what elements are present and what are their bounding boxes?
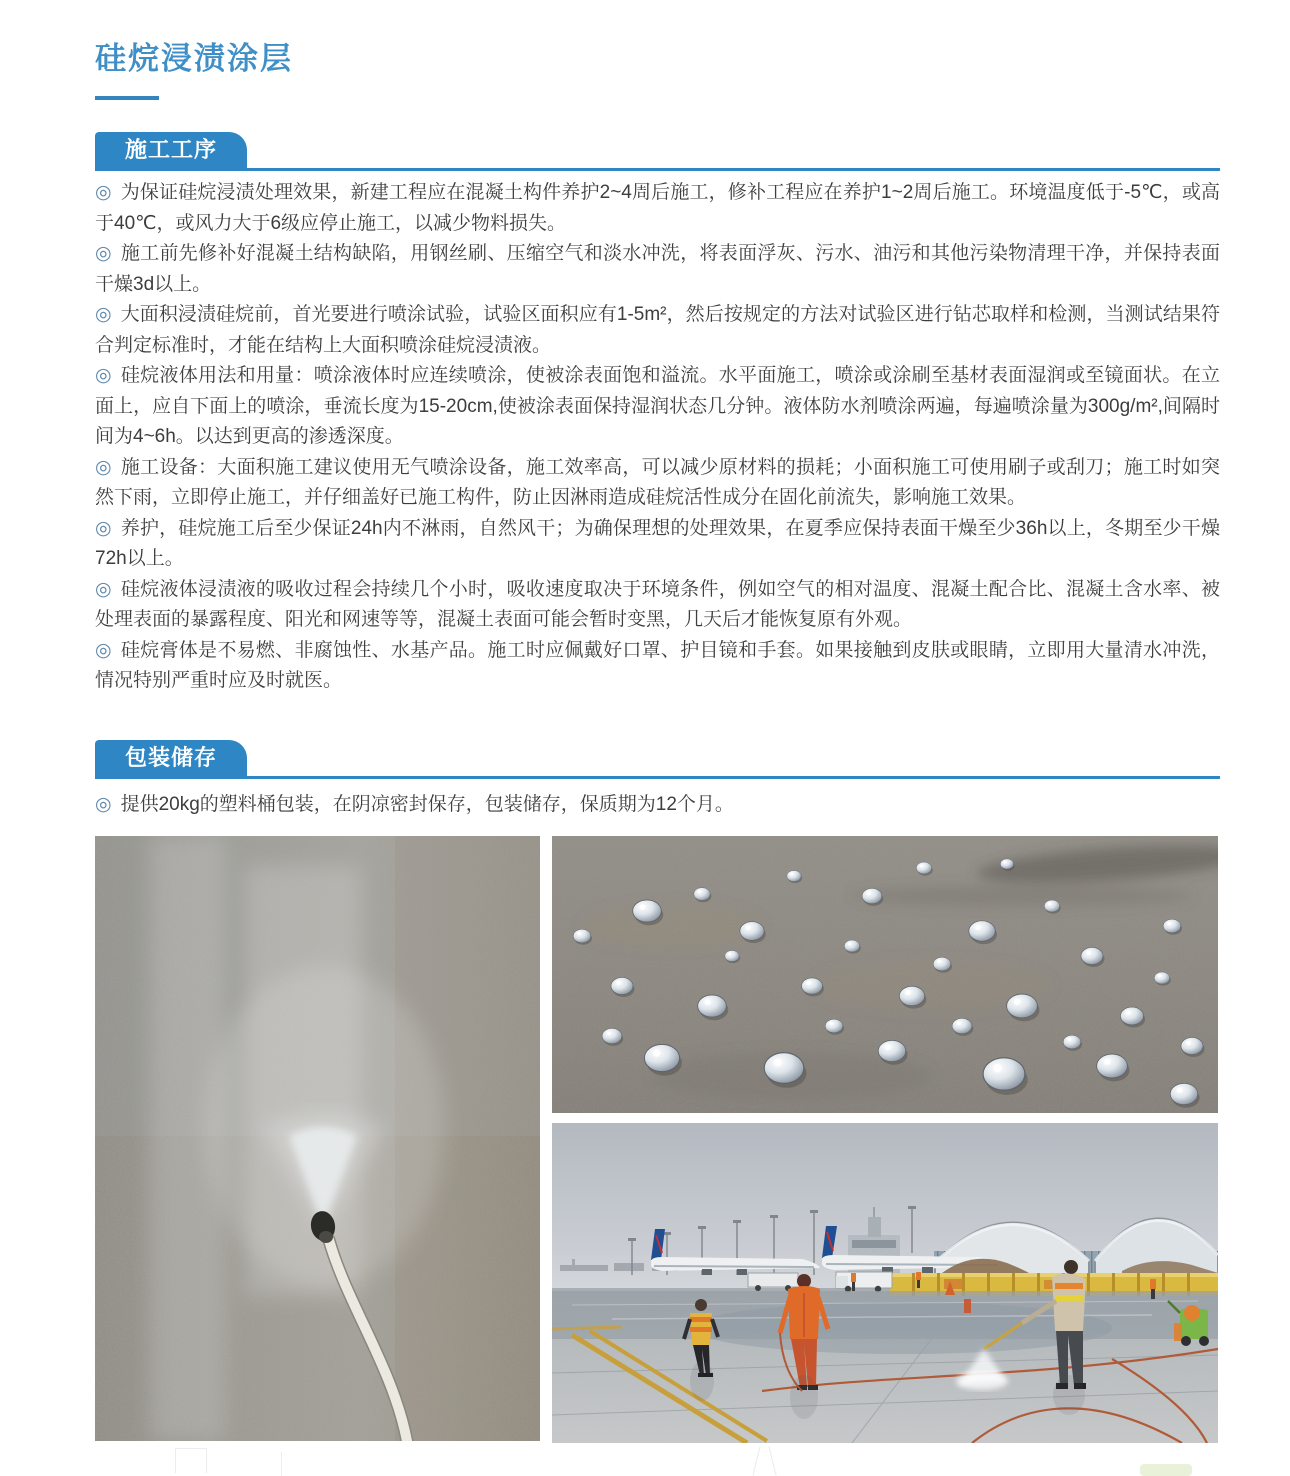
section-divider-line: [95, 776, 1220, 779]
bullet-text: 施工前先修补好混凝土结构缺陷，用钢丝刷、压缩空气和淡水冲洗，将表面浮灰、污水、油污和其他污染物清理干净，并保持表面干燥3d以上。: [95, 243, 1220, 295]
title-underline: [95, 96, 159, 100]
bullet-text: 大面积浸渍硅烷前，首光要进行喷涂试验，试验区面积应有1-5m²，然后按规定的方法对试验区进行钻芯取样和检测，当测试结果符合判定标准时，才能在结构上大面积喷涂硅烷浸渍液。: [95, 304, 1220, 356]
packaging-storage-bullet-list: [95, 790, 1220, 826]
page-title: 硅烷浸渍涂层: [95, 40, 293, 76]
bullet-icon: ◎: [95, 243, 112, 264]
section-divider-line: [95, 168, 1220, 171]
bullet-icon: ◎: [95, 794, 112, 815]
bullet-item: [95, 300, 1220, 361]
bullet-icon: ◎: [95, 639, 112, 661]
bullet-text: 硅烷液体浸渍液的吸收过程会持续几个小时，吸收速度取决于环境条件，例如空气的相对温度、混凝土配合比、混凝土含水率、被处理表面的暴露程度、阳光和网速等等，混凝土表面可能会暂时变黑，几天后才能恢复原有外观。: [95, 578, 1220, 630]
bullet-icon: ◎: [95, 365, 112, 386]
cutoff-artifact: [175, 1448, 207, 1473]
bullet-text: 养护，硅烷施工后至少保证24h内不淋雨，自然风干；为确保理想的处理效果，在夏季应保持表面干燥至少36h以上，冬期至少干燥72h以上。: [95, 517, 1220, 569]
bullet-text: 为保证硅烷浸渍处理效果，新建工程应在混凝土构件养护2~4周后施工，修补工程应在养护1~2周后施工。环境温度低于-5℃，或高于40℃，或风力大于6级应停止施工，以减少物料损失。: [95, 182, 1220, 234]
bullet-item: [95, 178, 1220, 239]
bullet-icon: ◎: [95, 304, 112, 325]
cutoff-artifact: [752, 1446, 778, 1476]
bullet-icon: ◎: [95, 456, 112, 478]
bullet-item: [95, 239, 1220, 300]
bullet-item: [95, 575, 1220, 636]
concrete-wall-silane-spraying-photo: [95, 836, 540, 1441]
bullet-item: [95, 636, 1220, 697]
section-tab-packaging-storage: 包装储存: [95, 740, 247, 776]
section-tab-construction-process: 施工工序: [95, 132, 247, 168]
bullet-icon: ◎: [95, 182, 112, 203]
bullet-item: [95, 790, 1220, 821]
bullet-text: 施工设备：大面积施工建议使用无气喷涂设备，施工效率高，可以减少原材料的损耗；小面积施工可使用刷子或刮刀；施工时如突然下雨，立即停止施工，并仔细盖好已施工构件，防止因淋雨造成硅烷活性成分在固化前流失，影响施工效果。: [95, 456, 1220, 508]
cutoff-artifact: [281, 1452, 282, 1476]
cutoff-artifact: [1140, 1464, 1192, 1476]
bullet-item: [95, 514, 1220, 575]
hydrophobic-water-beads-on-concrete-photo: [552, 836, 1218, 1113]
bullet-icon: ◎: [95, 578, 112, 600]
bullet-item: [95, 361, 1220, 453]
construction-process-bullet-list: [95, 178, 1220, 704]
bullet-text: 硅烷液体用法和用量：喷涂液体时应连续喷涂，使被涂表面饱和溢流。水平面施工，喷涂或涂刷至基材表面湿润或至镜面状。在立面上，应自下面上的喷涂，垂流长度为15-20cm,使被涂表面保持湿润状态几分钟。液体防水剂喷涂两遍，每遍喷涂量为300g/m²,间隔时间为4~6h。以达到更高的渗透深度。: [95, 365, 1220, 447]
bullet-text: 硅烷膏体是不易燃、非腐蚀性、水基产品。施工时应佩戴好口罩、护目镜和手套。如果接触到皮肤或眼睛，立即用大量清水冲洗，情况特别严重时应及时就医。: [95, 639, 1220, 691]
bullet-icon: ◎: [95, 517, 112, 539]
airport-apron-workers-spraying-photo: [552, 1123, 1218, 1443]
bullet-item: [95, 453, 1220, 514]
bullet-text: 提供20kg的塑料桶包装，在阴凉密封保存，包装储存，保质期为12个月。: [120, 794, 734, 815]
